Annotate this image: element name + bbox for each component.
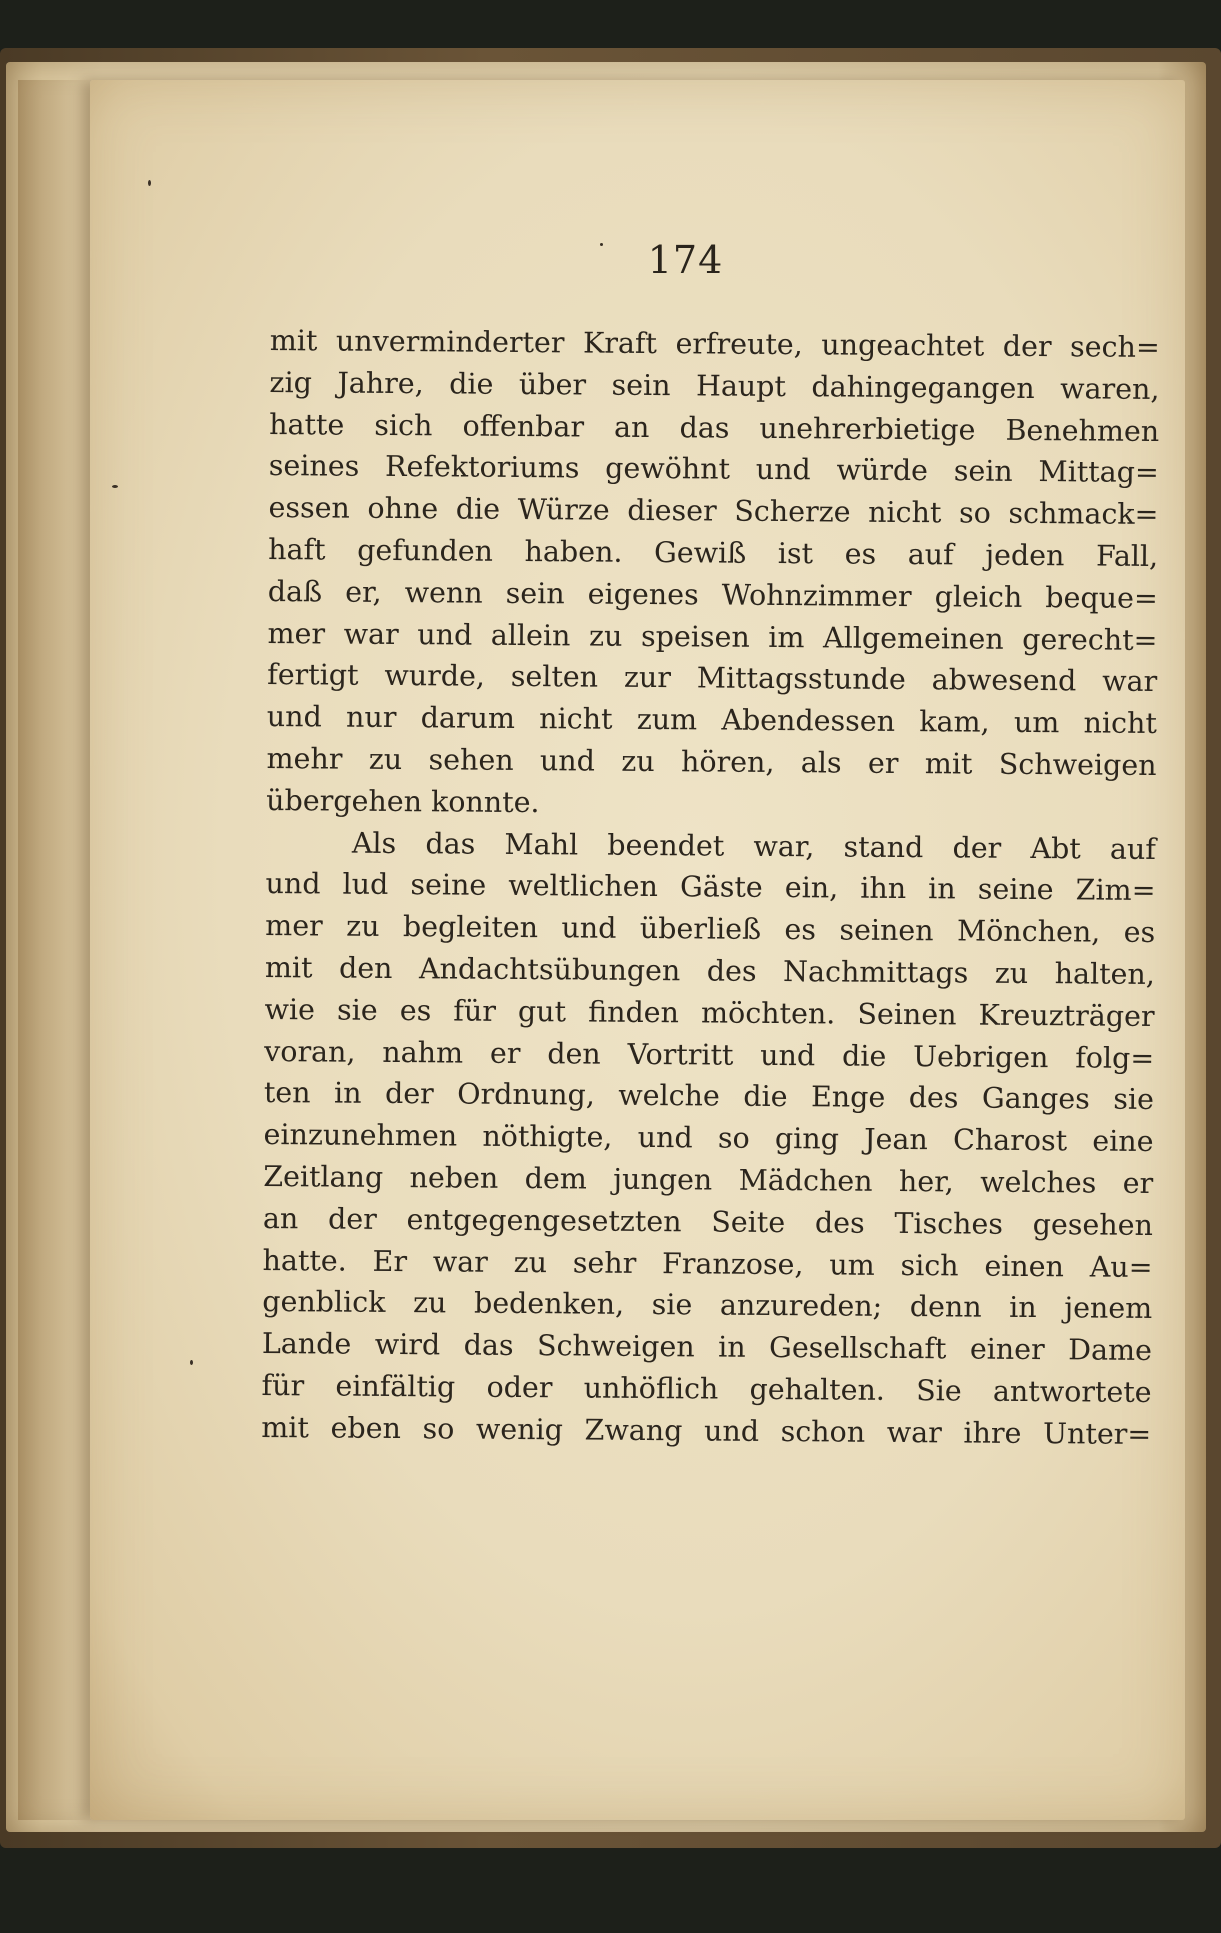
text-line: mer war und allein zu speisen im Allgemeinen gerecht=: [267, 616, 1158, 657]
text-line: hatte sich offenbar an das unehrerbietige Benehmen: [269, 407, 1160, 448]
text-line: mit unverminderter Kraft erfreute, ungeachtet der sech=: [269, 323, 1160, 364]
text-line: an der entgegengesetzten Seite des Tisches gesehen: [262, 1201, 1154, 1242]
body-text: [261, 320, 1160, 1455]
text-line: mit den Andachtsübungen des Nachmittags zu halten,: [264, 950, 1156, 991]
text-line: seines Refektoriums gewöhnt und würde sein Mittag=: [268, 449, 1159, 490]
text-line: Zeitlang neben dem jungen Mädchen her, welches er: [263, 1159, 1154, 1200]
paper-speck: [112, 485, 118, 488]
text-line: zig Jahre, die über sein Haupt dahingegangen waren,: [269, 365, 1160, 406]
text-line: ten in der Ordnung, welche die Enge des Ganges sie: [263, 1076, 1155, 1117]
text-line: mer zu begleiten und überließ es seinen Mönchen, es: [265, 909, 1156, 950]
text-line: für einfältig oder unhöflich gehalten. Sie antwortete: [261, 1368, 1152, 1409]
paper-speck: [190, 1360, 193, 1365]
text-line: essen ohne die Würze dieser Scherze nicht so schmack=: [268, 491, 1159, 532]
text-line: haft gefunden haben. Gewiß ist es auf jeden Fall,: [268, 532, 1159, 573]
text-line: voran, nahm er den Vortritt und die Uebrigen folg=: [264, 1034, 1155, 1075]
text-line: hatte. Er war zu sehr Franzose, um sich einen Au=: [262, 1243, 1153, 1284]
text-line: einzunehmen nöthigte, und so ging Jean Charost eine: [263, 1118, 1154, 1159]
paper-speck: [148, 180, 151, 186]
text-line: und nur darum nicht zum Abendessen kam, um nicht: [266, 700, 1157, 741]
spine-shadow: [18, 80, 98, 1820]
text-line: und lud seine weltlichen Gäste ein, ihn in seine Zim=: [265, 867, 1156, 908]
paragraph-end-line: übergehen konnte.: [266, 783, 540, 819]
text-line: daß er, wenn sein eigenes Wohnzimmer gleich beque=: [267, 574, 1158, 615]
text-line: Lande wird das Schweigen in Gesellschaft einer Dame: [261, 1327, 1153, 1368]
page-number: 174: [647, 238, 724, 282]
text-line: wie sie es für gut finden möchten. Seinen Kreuzträger: [264, 992, 1155, 1033]
text-line: fertigt wurde, selten zur Mittagsstunde abwesend war: [267, 658, 1158, 699]
text-line: mit eben so wenig Zwang und schon war ihre Unter=: [261, 1410, 1152, 1451]
text-line: mehr zu sehen und zu hören, als er mit Schweigen: [266, 741, 1157, 782]
paragraph-start-line: Als das Mahl beendet war, stand der Abt auf: [351, 826, 1157, 866]
text-line: genblick zu bedenken, sie anzureden; denn in jenem: [262, 1285, 1153, 1326]
